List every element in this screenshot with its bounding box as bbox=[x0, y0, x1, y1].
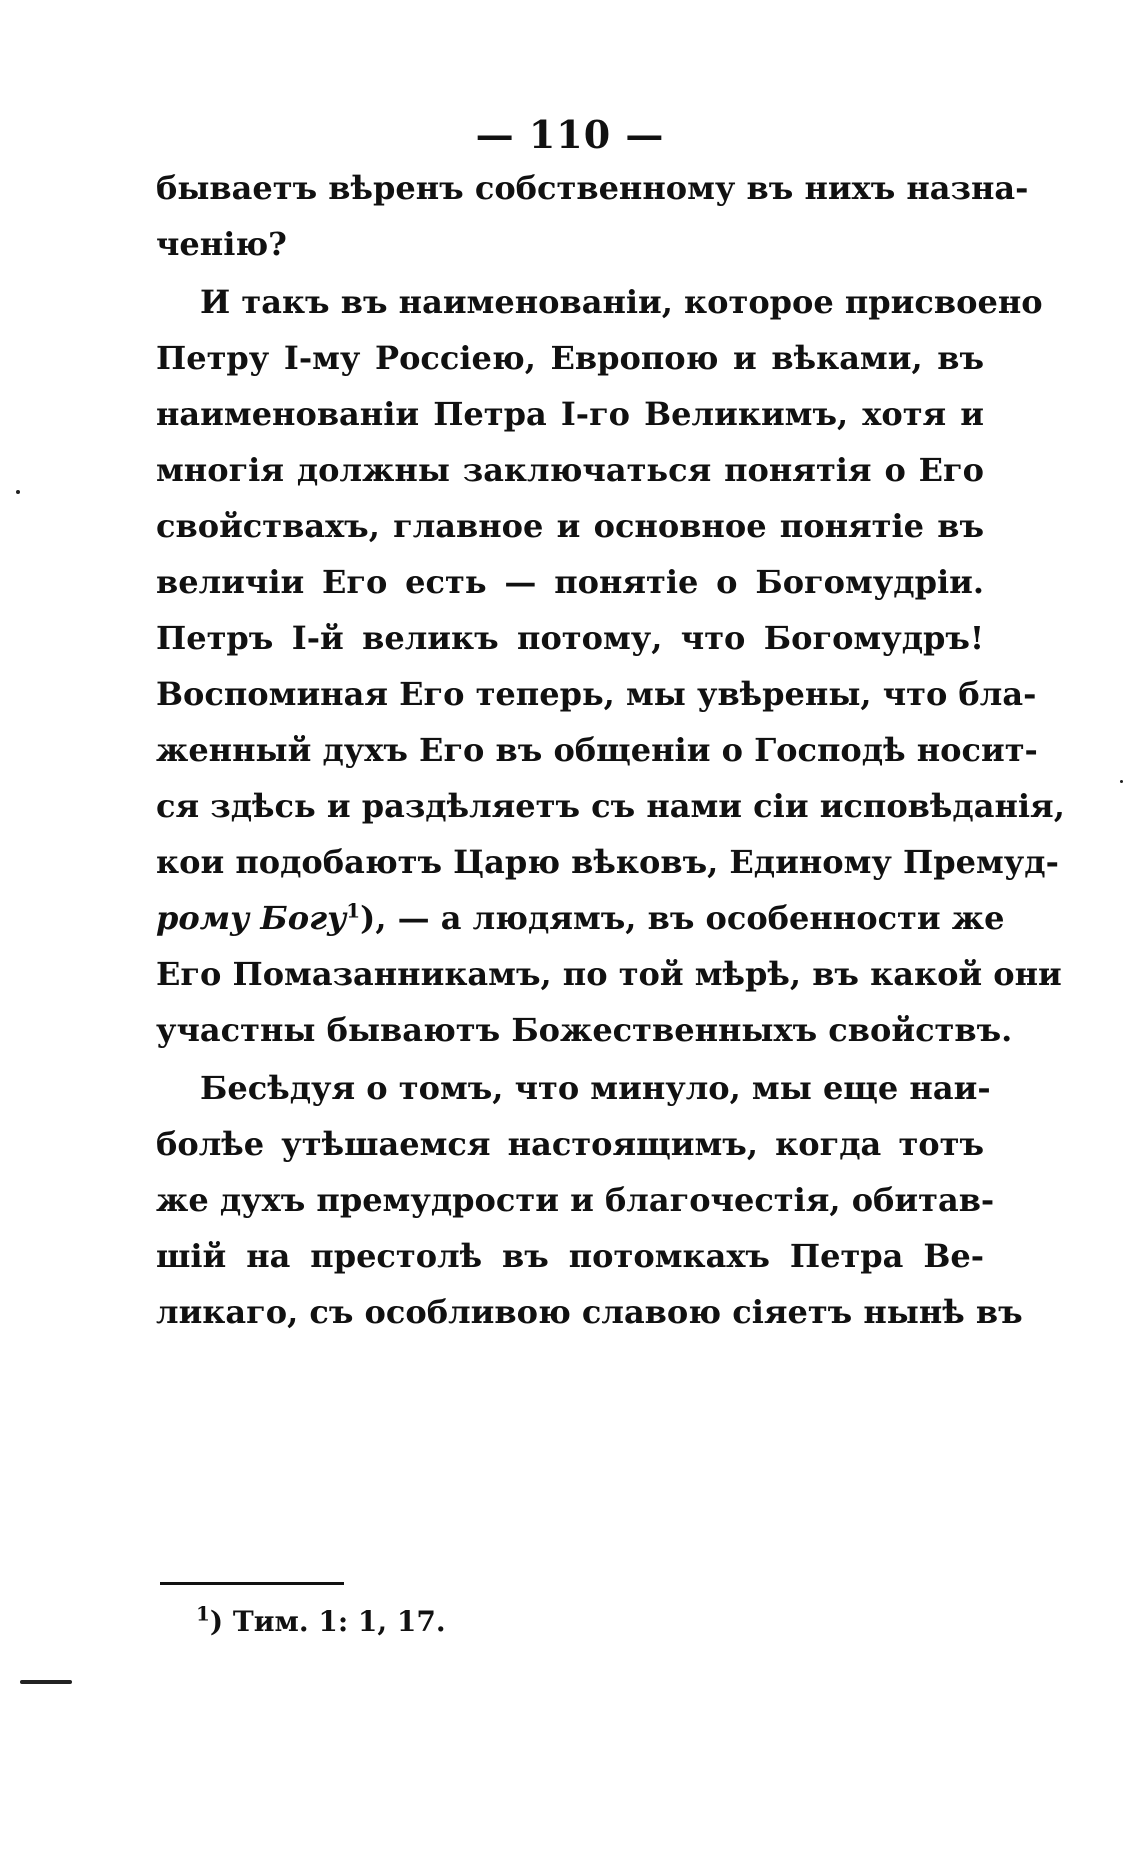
scan-speck bbox=[1120, 780, 1123, 783]
text-line: кои подобаютъ Царю вѣковъ, Единому Премуд- bbox=[156, 843, 1059, 881]
text-line: шій на престолѣ въ потомкахъ Петра Ве- bbox=[156, 1237, 984, 1275]
footnote-marker: 1 bbox=[196, 1601, 210, 1626]
line-continuation: ), — а людямъ, въ особенности же bbox=[360, 899, 1005, 937]
text-line: участны бываютъ Божественныхъ свойствъ. bbox=[156, 1011, 1013, 1049]
text-line: Его Помазанникамъ, по той мѣрѣ, въ какой они bbox=[156, 955, 1062, 993]
scan-mark bbox=[20, 1680, 72, 1684]
text-line: И такъ въ наименованіи, которое присвоено bbox=[200, 283, 1043, 321]
footnote bbox=[196, 1601, 446, 1638]
text-line: же духъ премудрости и благочестія, обитав- bbox=[156, 1181, 995, 1219]
text-line: величіи Его есть — понятіе о Богомудріи. bbox=[156, 563, 984, 601]
text-line: женный духъ Его въ общеніи о Господѣ носит- bbox=[156, 731, 1038, 769]
text-line: ликаго, съ особливою славою сіяетъ нынѣ въ bbox=[156, 1293, 1023, 1331]
text-line: наименованіи Петра I-го Великимъ, хотя и bbox=[156, 395, 984, 433]
text-line: ся здѣсь и раздѣляетъ съ нами сіи исповѣданія, bbox=[156, 787, 1065, 825]
page-number: — 110 — bbox=[475, 112, 665, 157]
text-line: бываетъ вѣренъ собственному въ нихъ назна- bbox=[156, 169, 1029, 207]
text-line: болѣе утѣшаемся настоящимъ, когда тотъ bbox=[156, 1125, 984, 1163]
italic-phrase: рому Богу bbox=[156, 899, 347, 937]
text-line: многія должны заключаться понятія о Его bbox=[156, 451, 984, 489]
text-line: ченію? bbox=[156, 225, 287, 263]
scan-speck bbox=[16, 490, 20, 494]
text-line: Бесѣдуя о томъ, что минуло, мы еще наи- bbox=[200, 1069, 991, 1107]
footnote-ref: 1 bbox=[346, 898, 361, 923]
footnote-rule bbox=[160, 1582, 344, 1585]
text-line: Воспоминая Его теперь, мы увѣрены, что бла- bbox=[156, 675, 1037, 713]
text-line: Петру I-му Россіею, Европою и вѣками, въ bbox=[156, 339, 984, 377]
text-line: свойствахъ, главное и основное понятіе въ bbox=[156, 507, 984, 545]
footnote-text: ) Тим. 1: 1, 17. bbox=[209, 1605, 446, 1638]
text-line bbox=[156, 898, 1005, 938]
text-line: Петръ I-й великъ потому, что Богомудръ! bbox=[156, 619, 984, 657]
